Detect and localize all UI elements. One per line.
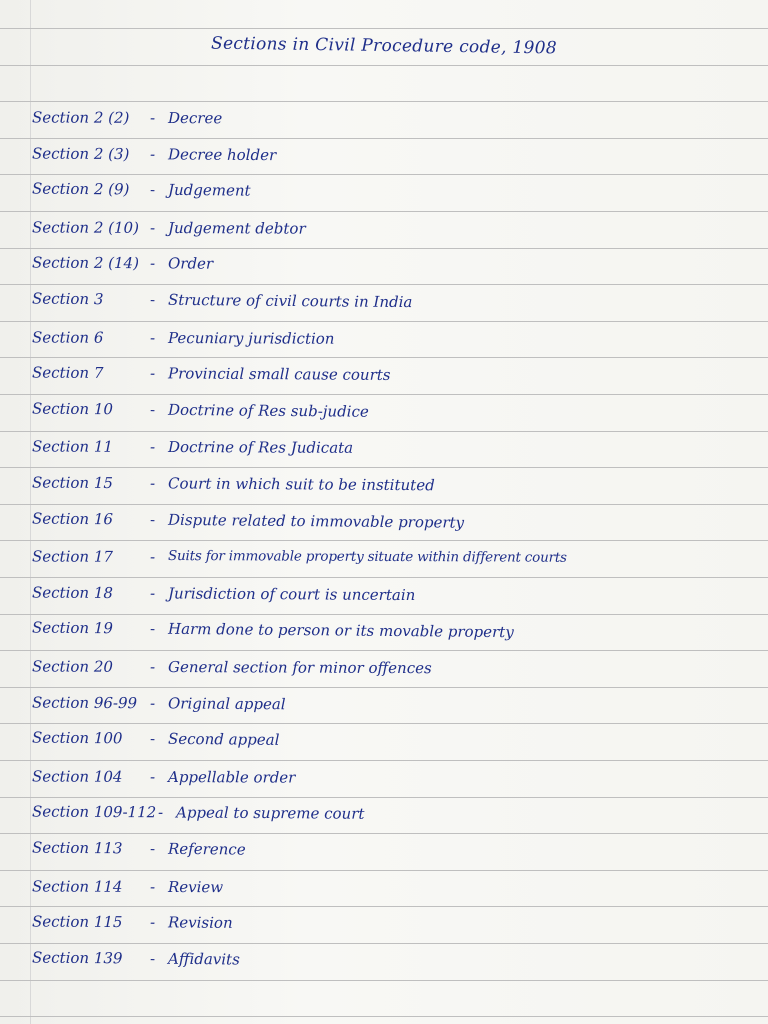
separator-dash: - [149, 839, 156, 858]
ruled-line [0, 577, 768, 578]
section-number: Section 19 [31, 618, 114, 638]
section-number: Section 6 [31, 328, 104, 347]
list-item [32, 509, 762, 540]
section-description: Judgement [167, 180, 251, 200]
section-description: Court in which suit to be instituted [167, 474, 435, 495]
list-item [32, 767, 762, 794]
list-item [32, 618, 762, 649]
section-description: Affidavits [167, 949, 240, 969]
list-item [32, 912, 762, 941]
section-description: Doctrine of Res Judicata [167, 438, 354, 457]
section-description: Review [167, 878, 224, 897]
separator-dash: - [149, 584, 156, 603]
list-item [32, 948, 762, 979]
ruled-line [0, 101, 768, 102]
ruled-line [0, 906, 768, 907]
section-description: Order [167, 254, 214, 273]
separator-dash: - [149, 180, 156, 199]
separator-dash: - [149, 400, 156, 419]
list-item [32, 108, 762, 135]
separator-dash: - [157, 803, 164, 822]
ruled-line [0, 943, 768, 944]
section-number: Section 11 [31, 437, 113, 456]
ruled-line [0, 723, 768, 724]
section-description: Dispute related to immovable property [167, 510, 465, 532]
list-item [32, 693, 762, 722]
section-number: Section 20 [31, 657, 113, 676]
list-item [32, 838, 762, 869]
section-number: Section 109-112 [31, 802, 157, 822]
separator-dash: - [149, 877, 156, 896]
section-description: Pecuniary jurisdiction [167, 329, 335, 348]
separator-dash: - [149, 619, 156, 638]
ruled-line [0, 431, 768, 432]
separator-dash: - [149, 437, 156, 456]
section-description: Harm done to person or its movable property [167, 619, 514, 642]
section-number: Section 104 [31, 767, 123, 786]
ruled-line [0, 540, 768, 541]
section-description: Doctrine of Res sub-judice [167, 400, 369, 421]
section-description: Suits for immovable property situate within different courts [167, 548, 567, 566]
section-number: Section 16 [31, 509, 114, 529]
section-description: Reference [167, 839, 246, 859]
ruled-line [0, 284, 768, 285]
section-description: Judgement debtor [167, 219, 306, 238]
section-number: Section 17 [31, 547, 113, 566]
separator-dash: - [149, 328, 156, 347]
section-number: Section 100 [31, 728, 123, 748]
page-title: Sections in Civil Procedure code, 1908 [210, 33, 558, 59]
separator-dash: - [149, 364, 156, 383]
list-item [32, 437, 762, 464]
ruled-line [0, 65, 768, 66]
section-number: Section 2 (10) [31, 218, 140, 237]
separator-dash: - [149, 254, 156, 273]
section-description: Original appeal [167, 694, 286, 714]
separator-dash: - [149, 694, 156, 713]
ruled-line [0, 687, 768, 688]
list-item [32, 877, 762, 904]
list-item [32, 218, 762, 245]
list-item [32, 802, 762, 831]
separator-dash: - [149, 767, 156, 786]
section-number: Section 2 (3) [31, 144, 130, 164]
ruled-line [0, 467, 768, 468]
separator-dash: - [149, 474, 156, 493]
section-number: Section 15 [31, 473, 114, 493]
section-number: Section 7 [31, 363, 104, 382]
list-item [32, 728, 762, 759]
section-description: Decree holder [167, 145, 277, 165]
ruled-line [0, 138, 768, 139]
ruled-line [0, 174, 768, 175]
ruled-line [0, 394, 768, 395]
separator-dash: - [149, 729, 156, 748]
section-description: Revision [167, 913, 233, 932]
separator-dash: - [149, 510, 156, 529]
separator-dash: - [149, 547, 156, 566]
section-number: Section 2 (14) [31, 253, 140, 273]
section-description: Second appeal [167, 729, 280, 749]
list-item [32, 363, 762, 392]
section-description: Provincial small cause courts [167, 364, 391, 384]
section-description: Appeal to supreme court [175, 803, 365, 823]
ruled-line [0, 833, 768, 834]
section-description: Decree [167, 109, 223, 128]
ruled-line [0, 211, 768, 212]
separator-dash: - [149, 290, 156, 309]
section-number: Section 2 (2) [31, 108, 130, 127]
list-item [32, 583, 762, 612]
section-number: Section 10 [31, 399, 114, 419]
ruled-line [0, 980, 768, 981]
ruled-line [0, 1016, 768, 1017]
section-number: Section 114 [31, 877, 123, 896]
ruled-line [0, 650, 768, 651]
section-number: Section 96-99 [31, 693, 138, 713]
section-number: Section 115 [31, 912, 123, 932]
separator-dash: - [149, 913, 156, 932]
separator-dash: - [149, 657, 156, 676]
section-description: General section for minor offences [167, 658, 432, 678]
ruled-line [0, 321, 768, 322]
separator-dash: - [149, 145, 156, 164]
list-item [32, 328, 762, 355]
section-number: Section 3 [31, 289, 104, 309]
section-description: Structure of civil courts in India [167, 290, 413, 312]
list-item [32, 289, 762, 320]
section-number: Section 2 (9) [31, 179, 130, 199]
ruled-line [0, 614, 768, 615]
ruled-line [0, 504, 768, 505]
ruled-line [0, 357, 768, 358]
list-item [32, 179, 762, 210]
list-item [32, 547, 762, 574]
ruled-line [0, 797, 768, 798]
ruled-line [0, 760, 768, 761]
ruled-line [0, 248, 768, 249]
list-item [32, 473, 762, 502]
list-item [32, 399, 762, 430]
section-number: Section 113 [31, 838, 123, 858]
separator-dash: - [149, 218, 156, 237]
section-description: Appellable order [167, 768, 296, 787]
list-item [32, 657, 762, 684]
list-item [32, 253, 762, 282]
section-number: Section 139 [31, 948, 123, 968]
list-item [32, 144, 762, 173]
ruled-line [0, 870, 768, 871]
section-number: Section 18 [31, 583, 114, 603]
separator-dash: - [149, 108, 156, 127]
section-description: Jurisdiction of court is uncertain [167, 584, 416, 605]
separator-dash: - [149, 949, 156, 968]
ruled-line [0, 28, 768, 29]
